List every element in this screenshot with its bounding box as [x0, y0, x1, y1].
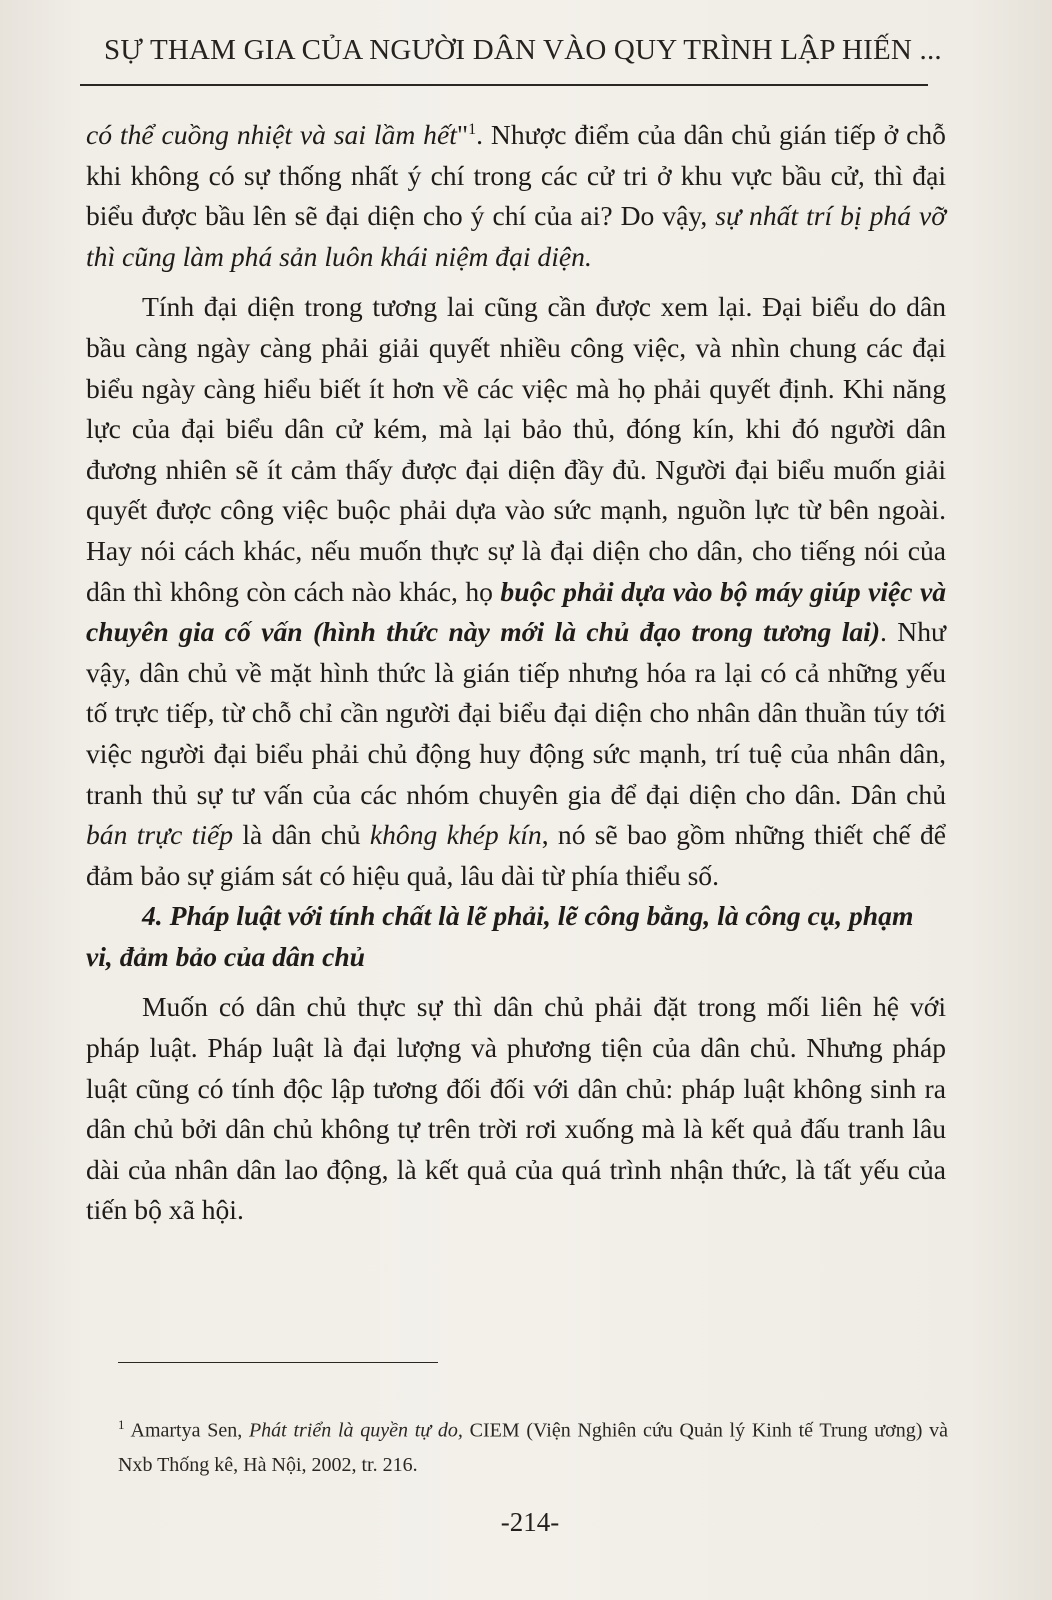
body-text [86, 115, 946, 1231]
page-number: -214- [500, 1507, 560, 1537]
footnote-rest: CIEM (Viện Nghiên cứu Quản lý Kinh tế Trung ương) và Nxb Thống kê, Hà Nội, 2002, tr. 216. [118, 1419, 948, 1476]
paragraph-2-text-c: là dân chủ [233, 819, 370, 851]
paragraph-1-italic-quote: có thể cuồng nhiệt và sai lầm hết [86, 119, 457, 150]
paragraph-2-text-a: Tính đại diện trong tương lai cũng cần được xem lại. Đại biểu do dân bầu càng ngày càng phải giải quyết nhiều công việc, và nhìn chung các đại biểu ngày càng hiểu biết ít hơn về các việc mà họ phải quyết định. Khi năng lực của đại biểu dân cử kém, mà lại bảo thủ, đóng kín, khi đó người dân đương nhiên sẽ ít cảm thấy được đại diện đầy đủ. Người đại biểu muốn giải quyết được công việc buộc phải dựa vào sức mạnh, nguồn lực từ bên ngoài. Hay nói cách khác, nếu muốn thực sự là đại diện cho dân, cho tiếng nói của dân thì không còn cách nào khác, họ [86, 291, 946, 607]
footnote-author: Amartya Sen, [130, 1419, 249, 1442]
footnote-ref[interactable]: 1 [468, 120, 477, 138]
header-rule [80, 84, 928, 86]
paragraph-2-italic-a: bán trực tiếp [86, 819, 234, 851]
paragraph-1 [86, 115, 946, 277]
section-heading-4: 4. Pháp luật với tính chất là lẽ phải, lẽ công bằng, là công cụ, phạm vi, đảm bảo của dân chủ [86, 900, 914, 972]
paragraph-2 [86, 287, 946, 896]
paragraph-2-text-d: , nó sẽ bao gồm những thiết chế để đảm bảo sự giám sát có hiệu quả, lâu dài từ phía thiểu số. [86, 819, 947, 891]
footnote-marker: 1 [118, 1417, 125, 1432]
closing-quote: " [456, 119, 469, 150]
paragraph-3: Muốn có dân chủ thực sự thì dân chủ phải đặt trong mối liên hệ với pháp luật. Pháp luật là đại lượng và phương tiện của dân chủ. Nhưng pháp luật cũng có tính độc lập tương đối đối với dân chủ: pháp luật không sinh ra dân chủ bởi dân chủ không tự trên trời rơi xuống mà là kết quả đấu tranh lâu dài của nhân dân lao động, là kết quả của quá trình nhận thức, là tất yếu của tiến bộ xã hội. [86, 991, 946, 1226]
paragraph-2-text-b: . Như vậy, dân chủ về mặt hình thức là gián tiếp nhưng hóa ra lại có cả những yếu tố trực tiếp, từ chỗ chỉ cần người đại biểu đại diện cho nhân dân thuần túy tới việc người đại biểu phải chủ động huy động sức mạnh, trí tuệ của nhân dân, tranh thủ sự tư vấn của các nhóm chuyên gia để đại diện cho dân. Dân chủ [86, 616, 946, 810]
running-head: SỰ THAM GIA CỦA NGƯỜI DÂN VÀO QUY TRÌNH LẬP HIẾN ... [104, 34, 942, 66]
paragraph-2-bold-italic: buộc phải dựa vào bộ máy giúp việc và chuyên gia cố vấn (hình thức này mới là chủ đạo trong tương lai) [86, 575, 946, 648]
paragraph-2-italic-b: không khép kín [369, 819, 542, 851]
footnote-rule [118, 1362, 438, 1363]
footnote-title: Phát triển là quyền tự do, [248, 1419, 463, 1442]
paragraph-1-text: . Nhược điểm của dân chủ gián tiếp ở chỗ khi không có sự thống nhất ý chí trong các cử tri ở khu vực bầu cử, thì đại biểu được bầu lên sẽ đại diện cho ý chí của ai? Do vậy, [86, 119, 946, 232]
footnote [118, 1408, 948, 1482]
paragraph-1-italic-conclusion: sự nhất trí bị phá vỡ thì cũng làm phá sản luôn khái niệm đại diện. [86, 200, 946, 272]
